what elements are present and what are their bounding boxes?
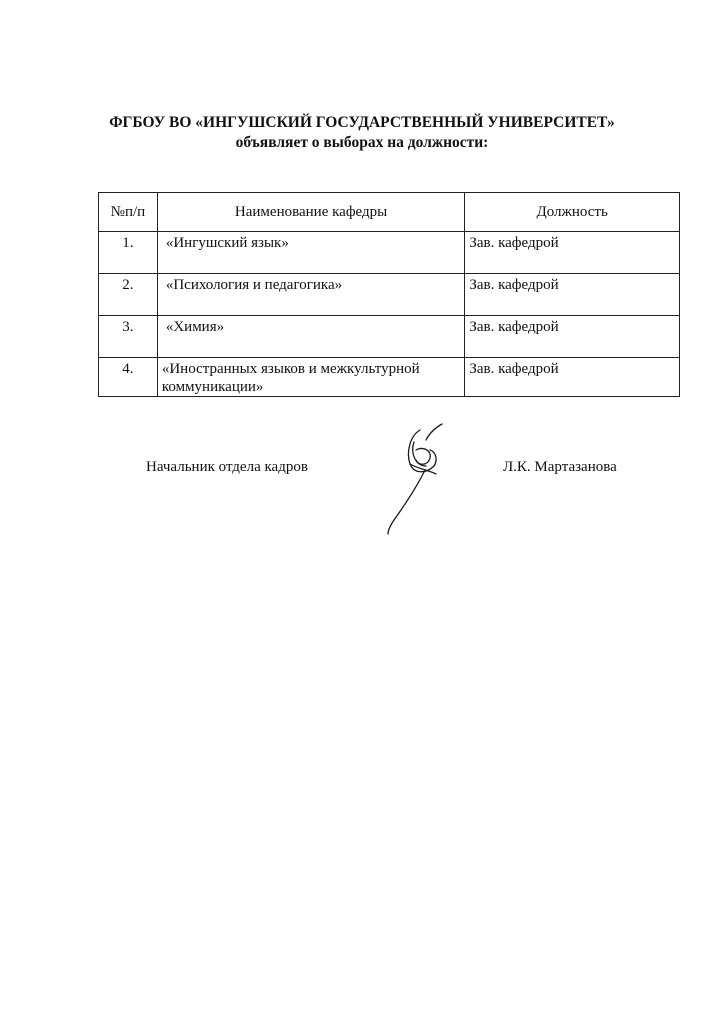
row-number: 3.: [99, 316, 158, 358]
table-row: [99, 358, 680, 397]
signatory-role: Начальник отдела кадров: [146, 459, 308, 475]
document-title: ФГБОУ ВО «ИНГУШСКИЙ ГОСУДАРСТВЕННЫЙ УНИВЕРСИТЕТ»: [109, 114, 615, 131]
handwritten-signature: [380, 420, 450, 540]
row-department: «Химия»: [157, 316, 464, 358]
row-department: «Ингушский язык»: [157, 232, 464, 274]
row-number: 2.: [99, 274, 158, 316]
row-position: Зав. кафедрой: [465, 274, 680, 316]
row-department: «Иностранных языков и межкультурной коммуникации»: [157, 358, 464, 397]
vacancies-table: [98, 192, 680, 397]
column-header-department: Наименование кафедры: [157, 193, 464, 232]
table-row: [99, 232, 680, 274]
table-row: [99, 274, 680, 316]
row-position: Зав. кафедрой: [465, 232, 680, 274]
row-position: Зав. кафедрой: [465, 358, 680, 397]
signatory-name: Л.К. Мартазанова: [503, 459, 617, 475]
row-number: 1.: [99, 232, 158, 274]
column-header-number: №п/п: [99, 193, 158, 232]
table-header-row: [99, 193, 680, 232]
document-subtitle: объявляет о выборах на должности:: [235, 134, 489, 151]
column-header-position: Должность: [465, 193, 680, 232]
row-number: 4.: [99, 358, 158, 397]
row-position: Зав. кафедрой: [465, 316, 680, 358]
table-row: [99, 316, 680, 358]
row-department: «Психология и педагогика»: [157, 274, 464, 316]
